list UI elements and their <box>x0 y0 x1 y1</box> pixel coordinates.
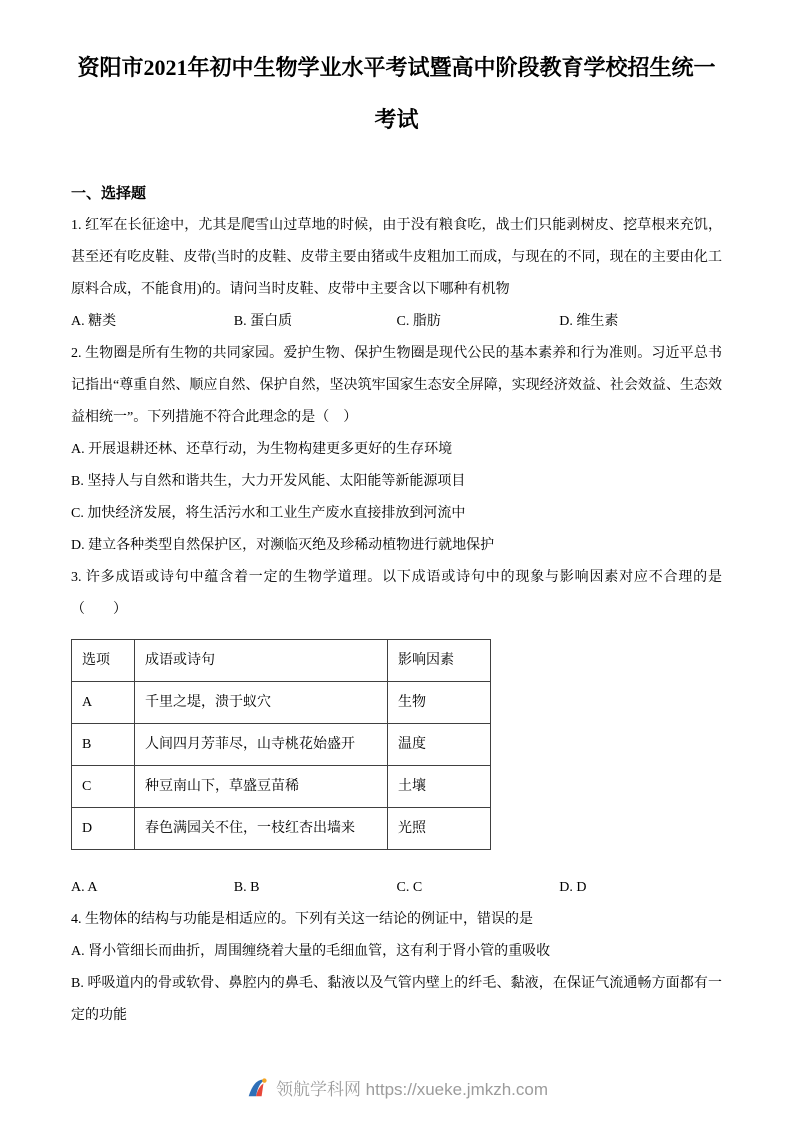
question-4-stem: 4. 生物体的结构与功能是相适应的。下列有关这一结论的例证中，错误的是 <box>71 912 533 927</box>
table-cell-factor: 土壤 <box>388 766 491 808</box>
question-2-option-d: D. 建立各种类型自然保护区，对濒临灭绝及珍稀动植物进行就地保护 <box>71 538 495 553</box>
question-2-option-a: A. 开展退耕还林、还草行动，为生物构建更多更好的生存环境 <box>71 442 453 457</box>
question-3-option-c: C. C <box>396 880 423 895</box>
question-1-option-a: A. 糖类 <box>71 314 117 329</box>
question-3-table <box>71 639 491 850</box>
watermark-footer <box>0 1075 793 1100</box>
watermark-text: 领航学科网 https://xueke.jmkzh.com <box>275 1080 549 1099</box>
question-4-option-b: B. 呼吸道内的骨或软骨、鼻腔内的鼻毛、黏液以及气管内壁上的纤毛、黏液，在保证气流通畅方面都有一定的功能 <box>71 976 722 1023</box>
question-3-option-d: D. D <box>559 880 587 895</box>
table-cell-phrase: 千里之堤，溃于蚁穴 <box>135 682 388 724</box>
question-2-option-b: B. 坚持人与自然和谐共生，大力开发风能、太阳能等新能源项目 <box>71 474 466 489</box>
question-4-option-a: A. 肾小管细长而曲折，周围缠绕着大量的毛细血管，这有利于肾小管的重吸收 <box>71 944 551 959</box>
table-cell-option: D <box>72 808 135 850</box>
question-3-stem: 3. 许多成语或诗句中蕴含着一定的生物学道理。以下成语或诗句中的现象与影响因素对应不合理的是（ ） <box>71 570 722 617</box>
question-1-option-c: C. 脂肪 <box>396 314 441 329</box>
table-cell-factor: 生物 <box>388 682 491 724</box>
table-row <box>72 808 491 850</box>
section-heading: 一、选择题 <box>71 186 147 202</box>
table-row <box>72 766 491 808</box>
table-cell-phrase: 人间四月芳菲尽，山寺桃花始盛开 <box>135 724 388 766</box>
table-cell-phrase: 春色满园关不住，一枝红杏出墙来 <box>135 808 388 850</box>
table-row <box>72 682 491 724</box>
question-1-option-d: D. 维生素 <box>559 314 619 329</box>
table-cell-option: C <box>72 766 135 808</box>
question-3-option-b: B. B <box>233 880 260 895</box>
question-3-options <box>71 872 722 904</box>
table-header-phrase: 成语或诗句 <box>135 640 388 682</box>
table-header-row <box>72 640 491 682</box>
table-cell-factor: 温度 <box>388 724 491 766</box>
table-cell-phrase: 种豆南山下，草盛豆苗稀 <box>135 766 388 808</box>
table-cell-option: B <box>72 724 135 766</box>
table-cell-option: A <box>72 682 135 724</box>
table-header-factor: 影响因素 <box>388 640 491 682</box>
xueke-logo-icon <box>245 1076 269 1100</box>
table-row <box>72 724 491 766</box>
page-title: 资阳市2021年初中生物学业水平考试暨高中阶段教育学校招生统一考试 <box>77 55 716 132</box>
question-1-stem: 1. 红军在长征途中，尤其是爬雪山过草地的时候，由于没有粮食吃，战士们只能剥树皮、挖草根来充饥，甚至还有吃皮鞋、皮带(当时的皮鞋、皮带主要由猪或牛皮粗加工而成，与现在的不同，现在的主要由化工原料合成，不能食用)的。请问当时皮鞋、皮带中主要含以下哪种有机物 <box>71 218 722 297</box>
question-2-stem: 2. 生物圈是所有生物的共同家园。爱护生物、保护生物圈是现代公民的基本素养和行为准则。习近平总书记指出“尊重自然、顺应自然、保护自然，坚决筑牢国家生态安全屏障，实现经济效益、社会效益、生态效益相统一”。下列措施不符合此理念的是（ ） <box>71 346 722 425</box>
question-2-option-c: C. 加快经济发展，将生活污水和工业生产废水直接排放到河流中 <box>71 506 466 521</box>
table-header-option: 选项 <box>72 640 135 682</box>
question-1-options <box>71 306 722 338</box>
table-cell-factor: 光照 <box>388 808 491 850</box>
question-1-option-b: B. 蛋白质 <box>233 314 293 329</box>
question-3-option-a: A. A <box>71 880 98 895</box>
